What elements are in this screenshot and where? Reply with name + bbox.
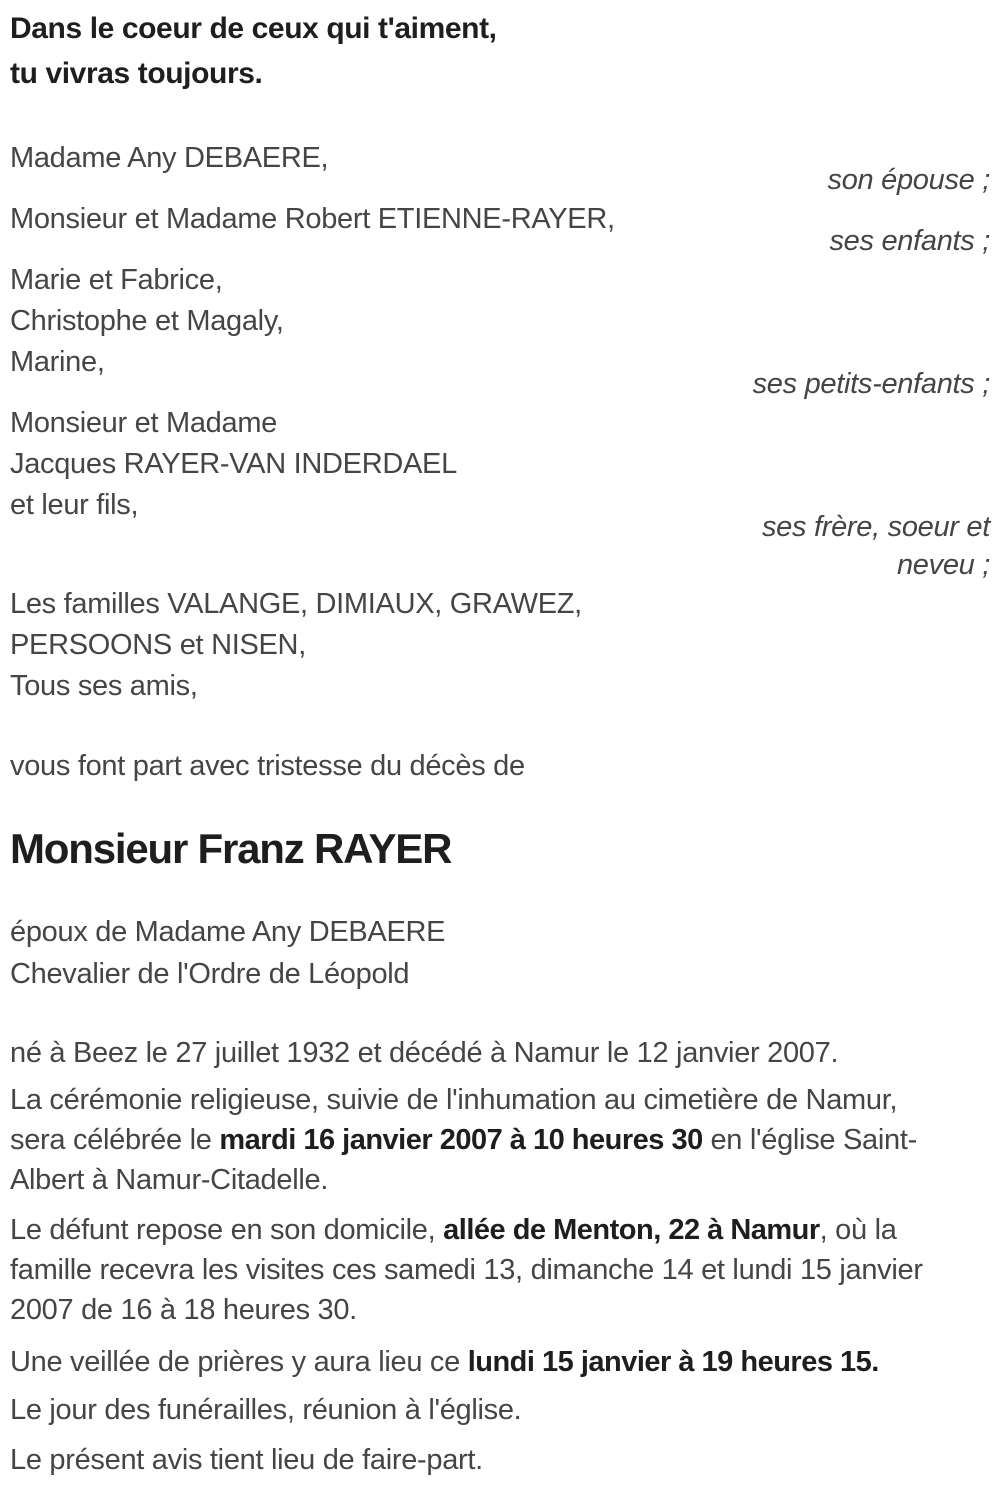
relation-line: ses petits-enfants ; — [752, 368, 990, 400]
vigil-datetime: lundi 15 janvier à 19 heures 15. — [467, 1346, 879, 1378]
paragraph-birth-death — [10, 1033, 990, 1073]
mourner-name: Jacques RAYER-VAN INDERDAEL — [10, 448, 457, 480]
mourner-group-spouse — [10, 138, 990, 199]
repose-line-1-pre: Le défunt repose en son domicile, — [10, 1214, 444, 1246]
ceremony-line-2-pre: sera célébrée le — [10, 1124, 220, 1156]
mourner-name: et leur fils, — [10, 489, 139, 521]
mourners-list — [10, 138, 990, 707]
paragraph-repose — [10, 1210, 990, 1330]
mourner-group-families-friends — [10, 584, 990, 707]
mourner-name: Les familles VALANGE, DIMIAUX, GRAWEZ, — [10, 588, 582, 620]
epigraph-line-2: tu vivras toujours. — [10, 57, 263, 90]
mourner-name: Marie et Fabrice, — [10, 264, 223, 296]
epigraph — [10, 6, 990, 96]
ceremony-line-2 — [10, 1120, 990, 1160]
mourner-name: Monsieur et Madame — [10, 407, 277, 439]
relation-line: ses enfants ; — [829, 225, 990, 257]
paragraph-vigil — [10, 1342, 990, 1382]
funeral-meeting-line: Le jour des funérailles, réunion à l'église. — [10, 1394, 522, 1426]
mourner-name: Christophe et Magaly, — [10, 305, 284, 337]
mourner-name: Marine, — [10, 346, 105, 378]
relation-line: son épouse ; — [827, 164, 990, 196]
announcement-intro: vous font part avec tristesse du décès de — [10, 750, 525, 782]
paragraph-funeral-meeting — [10, 1390, 990, 1430]
mourner-name: Monsieur et Madame Robert ETIENNE-RAYER, — [10, 203, 615, 235]
vigil-pre: Une veillée de prières y aura lieu ce — [10, 1346, 468, 1378]
relation-line: neveu ; — [896, 549, 990, 581]
deceased-name: Monsieur Franz RAYER — [10, 825, 452, 872]
mourner-group-grandchildren — [10, 260, 990, 403]
relation-label — [10, 365, 990, 403]
mourner-name: PERSOONS et NISEN, — [10, 629, 306, 661]
vigil-line — [10, 1342, 990, 1382]
relation-line: ses frère, soeur et — [761, 511, 990, 543]
mourner-name: Tous ses amis, — [10, 670, 198, 702]
deceased-honor-line: Chevalier de l'Ordre de Léopold — [10, 958, 410, 990]
repose-line-1-post: , où la — [819, 1214, 897, 1246]
notice-line: Le présent avis tient lieu de faire-part. — [10, 1444, 483, 1476]
mourner-group-siblings — [10, 403, 990, 584]
repose-address: allée de Menton, 22 à Namur — [443, 1214, 820, 1246]
deceased-spouse-line: époux de Madame Any DEBAERE — [10, 916, 446, 948]
mourner-group-children — [10, 199, 990, 260]
ceremony-datetime: mardi 16 janvier 2007 à 10 heures 30 — [219, 1124, 703, 1156]
repose-line-3: 2007 de 16 à 18 heures 30. — [10, 1294, 357, 1326]
relation-label — [10, 508, 990, 584]
repose-line-2: famille recevra les visites ces samedi 13, dimanche 14 et lundi 15 janvier — [10, 1254, 923, 1286]
deceased-subtitle — [10, 911, 990, 995]
paragraph-ceremony — [10, 1080, 990, 1200]
mourner-name: Madame Any DEBAERE, — [10, 142, 329, 174]
ceremony-line-1: La cérémonie religieuse, suivie de l'inhumation au cimetière de Namur, — [10, 1084, 898, 1116]
ceremony-line-3: Albert à Namur-Citadelle. — [10, 1164, 329, 1196]
epigraph-line-1: Dans le coeur de ceux qui t'aiment, — [10, 12, 497, 45]
repose-line-1 — [10, 1210, 990, 1250]
birth-death-line: né à Beez le 27 juillet 1932 et décédé à Namur le 12 janvier 2007. — [10, 1037, 839, 1069]
paragraph-notice — [10, 1440, 990, 1480]
ceremony-line-2-post: en l'église Saint- — [702, 1124, 917, 1156]
